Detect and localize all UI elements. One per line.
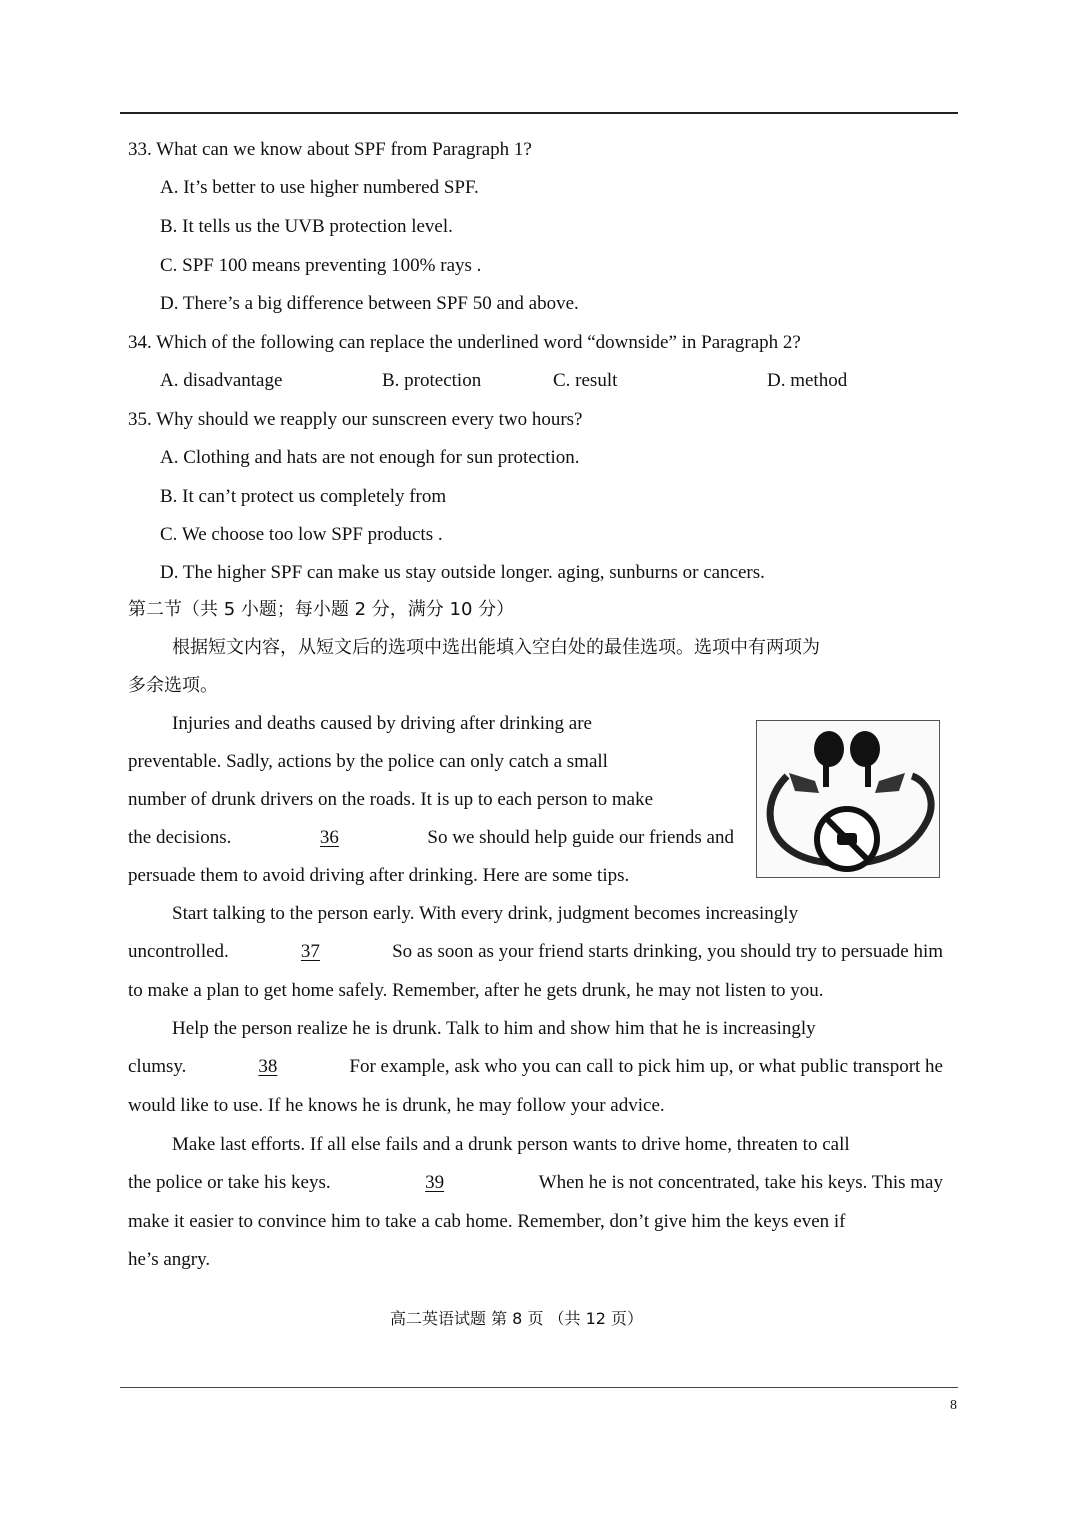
p2-line-2 — [128, 940, 943, 964]
blank-36: 36 — [319, 827, 339, 848]
page-footer: 高二英语试题 第 8 页 （共 12 页） — [390, 1309, 644, 1328]
p2-line-2-pre: uncontrolled. — [128, 941, 229, 962]
p2-line-2-post: So as soon as your friend starts drinking, you should try to persuade him — [392, 941, 943, 962]
section-instruction-line1: 根据短文内容，从短文后的选项中选出能填入空白处的最佳选项。选项中有两项为 — [172, 637, 820, 658]
p3-line-2-post: For example, ask who you can call to pick him up, or what public transport he — [349, 1056, 943, 1077]
question-35-option-b: B. It can’t protect us completely from — [160, 486, 447, 507]
question-35-option-d: D. The higher SPF can make us stay outside longer. aging, sunburns or cancers. — [160, 562, 765, 583]
p4-line-4: he’s angry. — [128, 1249, 211, 1270]
p2-line-1: Start talking to the person early. With every drink, judgment becomes increasingly — [172, 903, 799, 924]
question-35-option-c: C. We choose too low SPF products . — [160, 524, 443, 545]
p1-line-2: preventable. Sadly, actions by the police can only catch a small — [128, 751, 608, 772]
blank-39: 39 — [425, 1172, 445, 1193]
section-instruction-line2: 多余选项。 — [128, 675, 218, 696]
question-33-option-a: A. It’s better to use higher numbered SPF. — [160, 177, 479, 198]
bottom-rule — [120, 1387, 958, 1388]
p3-line-2-pre: clumsy. — [128, 1056, 187, 1077]
p1-line-3: number of drunk drivers on the roads. It is up to each person to make — [128, 789, 654, 810]
p1-line-1 — [172, 712, 736, 736]
question-34-option-c: C. result — [553, 370, 618, 391]
blank-38: 38 — [258, 1056, 278, 1077]
p4-line-2 — [128, 1171, 943, 1195]
p2-line-3: to make a plan to get home safely. Remember, after he gets drunk, he may not listen to you. — [128, 980, 824, 1001]
question-34-option-d: D. method — [767, 370, 848, 391]
question-34-option-b: B. protection — [382, 370, 482, 391]
section-heading: 第二节（共 5 小题；每小题 2 分，满分 10 分） — [128, 599, 515, 620]
question-35-stem: 35. Why should we reapply our sunscreen every two hours? — [128, 409, 583, 430]
top-rule — [120, 112, 958, 114]
p1-line-1-text: Injuries and deaths caused by driving after drinking are — [172, 713, 592, 734]
p1-line-5: persuade them to avoid driving after drinking. Here are some tips. — [128, 865, 630, 886]
no-drink-driving-icon — [757, 721, 939, 877]
question-35-option-a: A. Clothing and hats are not enough for sun protection. — [160, 447, 580, 468]
p4-line-1: Make last efforts. If all else fails and a drunk person wants to drive home, threaten to call — [172, 1134, 850, 1155]
page-number: 8 — [950, 1398, 957, 1413]
blank-37: 37 — [300, 941, 320, 962]
question-33-option-d: D. There’s a big difference between SPF 50 and above. — [160, 293, 579, 314]
question-34-option-a: A. disadvantage — [160, 370, 283, 391]
no-drink-driving-illustration — [756, 720, 940, 878]
p1-line-4-pre: the decisions. — [128, 827, 232, 848]
p1-line-4-post: So we should help guide our friends and — [427, 827, 734, 848]
question-33-stem: 33. What can we know about SPF from Paragraph 1? — [128, 139, 532, 160]
question-33-option-c: C. SPF 100 means preventing 100% rays . — [160, 255, 482, 276]
p4-line-2-pre: the police or take his keys. — [128, 1172, 331, 1193]
p3-line-3: would like to use. If he knows he is drunk, he may follow your advice. — [128, 1095, 665, 1116]
p4-line-2-post: When he is not concentrated, take his keys. This may — [538, 1172, 943, 1193]
question-34-stem: 34. Which of the following can replace the underlined word “downside” in Paragraph 2? — [128, 332, 801, 353]
p4-line-3: make it easier to convince him to take a cab home. Remember, don’t give him the keys even if — [128, 1211, 846, 1232]
p3-line-1: Help the person realize he is drunk. Talk to him and show him that he is increasingly — [172, 1018, 816, 1039]
question-33-option-b: B. It tells us the UVB protection level. — [160, 216, 453, 237]
p1-line-4 — [128, 826, 734, 850]
p3-line-2 — [128, 1055, 943, 1079]
